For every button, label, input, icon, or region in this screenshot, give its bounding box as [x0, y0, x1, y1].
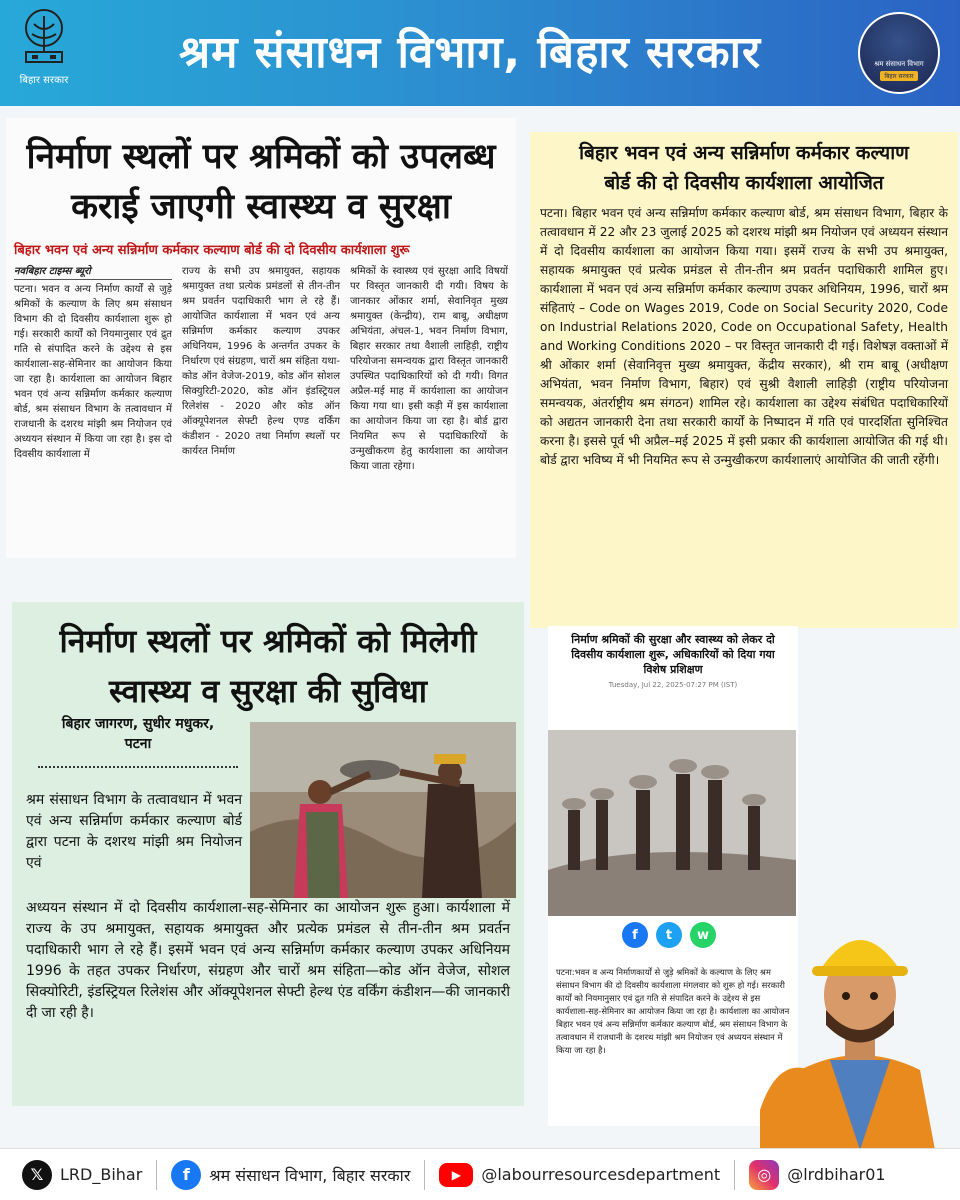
clipping1-column-1-text: पटना। भवन व अन्य निर्माण कार्यों से जुड़े श्रमिकों के कल्याण के लिए श्रम संसाधन विभाग की दो दिवसीय कार्यशाला शुरू हो गई। सरकारी कार्यों को नियमानुसार एवं द्रुत गति से संपादित करने के उद्देश्य से इस कार्यशाला-सह-सेमिनार का आयोजन किया जा रहा है। कार्यशाला का आयोजन बिहार भवन एवं अन्य सन्निर्माण कर्मकार कल्याण बोर्ड, श्रम संसाधन विभाग के तत्वावधान में राजधानी के दशरथ मांझी श्रम नियोजन एवं अध्ययन संस्थान में किया जा रहा है। इस दो दिवसीय कार्यशाला में — [14, 284, 172, 460]
footer-divider — [156, 1160, 157, 1190]
share-buttons — [622, 922, 716, 948]
clipping1-headline-line1: निर्माण स्थलों पर श्रमिकों को उपलब्ध — [26, 137, 496, 177]
clipping2-headline — [530, 132, 958, 198]
facebook-page-name: श्रम संसाधन विभाग, बिहार सरकार — [209, 1165, 411, 1185]
department-logo — [858, 12, 940, 94]
instagram-icon: ◎ — [749, 1160, 779, 1190]
clipping3-headline-line2: स्वास्थ्य व सुरक्षा की सुविधा — [108, 672, 428, 710]
clipping1-column-1 — [14, 264, 172, 474]
clipping1-column-3: श्रमिकों के स्वास्थ्य एवं सुरक्षा आदि विषयों पर विस्तृत जानकारी दी गयी। विषय के जानकार ओंकार शर्मा, सेवानिवृत मुख्य श्रमायुक्त (केन्द्रीय), राम बाबू, अधीक्षण अभियंता, अंचल-1, भवन निर्माण विभाग, बिहार सरकार तथा वैशाली लाहिड़ी, राष्ट्रीय परियोजना समन्वयक द्वारा विस्तृत जानकारी उपस्थित पदाधिकारियों को दी गयी। विगत अप्रैल-मई माह में कार्यशाला का आयोजन किया गया था। इसी कड़ी में इस कार्यशाला का आयोजन किया जा रहा है। बोर्ड द्वारा नियमित रूप से पदाधिकारियों के उन्मुखीकरण हेतु कार्यशाला का आयोजन किया जाता रहेगा। — [350, 266, 508, 472]
clipping1-headline — [6, 132, 516, 232]
x-logo-icon: 𝕏 — [22, 1160, 52, 1190]
clipping1-subheadline: बिहार भवन एवं अन्य सन्निर्माण कर्मकार कल्याण बोर्ड की दो दिवसीय कार्यशाला शुरू — [14, 243, 410, 258]
emblem-caption: बिहार सरकार — [19, 75, 69, 86]
facebook-share-button[interactable]: f — [622, 922, 648, 948]
clipping1-columns — [6, 258, 516, 474]
youtube-handle: @labourresourcesdepartment — [481, 1165, 721, 1184]
youtube-icon: ▶ — [439, 1163, 473, 1187]
department-logo-name: श्रम संसाधन विभाग — [874, 60, 924, 68]
bodhi-tree-icon — [18, 8, 70, 70]
footer-divider — [424, 1160, 425, 1190]
clipping3-byline-line2: पटना — [124, 736, 152, 752]
clipping1-column-2: राज्य के सभी उप श्रमायुक्त, सहायक श्रमायुक्त तथा प्रत्येक प्रमंडलों से तीन-तीन श्रम प्रवर्तन पदाधिकारी भाग ले रहे हैं। आयोजित कार्यशाला में भवन एवं अन्य सन्निर्माण कर्मकार कल्याण उपकर अधिनियम, 1996 के अन्तर्गत उपकर के निर्धारण एवं संग्रहण, चारों श्रम संहिता यथा-कोड ऑन वेजेज-2019, कोड ऑन सोशल सिक्युरिटी-2020, कोड ऑन इंडस्ट्रियल रिलेशंस - 2020 और कोड ऑन ऑक्यूपेशनल सेफ्टी हेल्थ एण्ड वर्किंग कंडीशन - 2020 तथा निर्माण स्थलों पर कार्यरत निर्माण — [182, 266, 340, 457]
footer-divider — [734, 1160, 735, 1190]
page-title: श्रम संसाधन विभाग, बिहार सरकार — [179, 27, 761, 78]
clipping1-headline-line2: कराई जाएगी स्वास्थ्य व सुरक्षा — [71, 187, 451, 227]
construction-worker-illustration — [760, 900, 960, 1150]
footer-facebook[interactable] — [171, 1160, 410, 1190]
news-clipping-press-release — [530, 132, 958, 628]
workers-carrying-sand-photo — [250, 722, 516, 898]
news-clipping-navbihar — [6, 118, 516, 558]
clipping3-headline — [12, 616, 524, 716]
footer-x[interactable] — [22, 1160, 142, 1190]
footer-youtube[interactable] — [439, 1163, 720, 1187]
clipping3-headline-line1: निर्माण स्थलों पर श्रमिकों को मिलेगी — [59, 622, 477, 660]
twitter-share-button[interactable]: t — [656, 922, 682, 948]
workers-carrying-baskets-photo — [548, 730, 796, 916]
footer-instagram[interactable] — [749, 1160, 885, 1190]
clipping3-paragraph-1: श्रम संसाधन विभाग के तत्वावधान में भवन एवं अन्य सन्निर्माण कर्मकार कल्याण बोर्ड द्वारा पटना के दशरथ मांझी श्रम नियोजन एवं — [26, 792, 242, 871]
clipping1-byline: नवबिहार टाइम्स ब्यूरो — [14, 264, 172, 280]
header-banner — [0, 0, 960, 106]
clipping2-headline-line1: बिहार भवन एवं अन्य सन्निर्माण कर्मकार कल्याण — [579, 142, 909, 164]
clipping3-byline-line1: बिहार जागरण, सुधीर मधुकर, — [61, 716, 215, 732]
department-logo-badge: बिहार सरकार — [880, 71, 917, 81]
social-footer — [0, 1148, 960, 1200]
instagram-handle: @lrdbihar01 — [787, 1165, 886, 1184]
web-article-body: पटना:भवन व अन्य निर्माणकार्यों से जुड़े श्रमिकों के कल्याण के लिए श्रम संसाधन विभाग की दो दिवसीय कार्यशाला मंगलवार को शुरू हो गई। सरकारी कार्यों को नियमानुसार एवं द्रुत गति से संपादित करने के उद्देश्य से इस कार्यशाला-सह-सेमिनार का आयोजन किया जा रहा है। कार्यशाला का आयोजन बिहार भवन एवं अन्य सन्निर्माण कर्मकार कल्याण बोर्ड, श्रम संसाधन विभाग के तत्वावधान में राजधानी के दशरथ मांझी श्रम नियोजन एवं अध्ययन संस्थान में किया जा रहा है। — [556, 967, 790, 1055]
web-article-headline: निर्माण श्रमिकों की सुरक्षा और स्वास्थ्य को लेकर दो दिवसीय कार्यशाला शुरू, अधिकारियों को दिया गया विशेष प्रशिक्षण — [571, 633, 775, 676]
clipping2-headline-line2: बोर्ड की दो दिवसीय कार्यशाला आयोजित — [604, 172, 884, 194]
clipping3-paragraph-2: अध्ययन संस्थान में दो दिवसीय कार्यशाला-सह-सेमिनार का आयोजन शुरू हुआ। कार्यशाला में राज्य के उप श्रमायुक्त, सहायक श्रमायुक्त और प्रत्येक प्रमंडल से तीन-तीन श्रम प्रवर्तन पदाधिकारी भाग ले रहे हैं। इसमें भवन एवं अन्य सन्निर्माण कर्मकार कल्याण उपकर अधिनियम 1996 के तहत उपकर निर्धारण, संग्रहण और चारों श्रम संहिता—कोड ऑन वेजेज, सोशल सिक्योरिटी, इंडस्ट्रियल रिलेशंस और ऑक्यूपेशनल सेफ्टी हेल्थ एंड वर्किंग कंडीशन—की जानकारी दी जा रही है। — [26, 900, 510, 1021]
web-article-date: Tuesday, Jul 22, 2025-07:27 PM (IST) — [608, 681, 738, 689]
news-clipping-bihar-jagran — [12, 602, 524, 1106]
bihar-govt-emblem — [12, 8, 76, 98]
facebook-icon: f — [171, 1160, 201, 1190]
x-handle: LRD_Bihar — [60, 1165, 143, 1184]
whatsapp-share-button[interactable]: w — [690, 922, 716, 948]
clipping3-byline — [38, 714, 238, 754]
dotted-divider — [38, 766, 238, 768]
clipping2-body: पटना। बिहार भवन एवं अन्य सन्निर्माण कर्मकार कल्याण बोर्ड, श्रम संसाधन विभाग, बिहार के तत्वावधान में 22 और 23 जुलाई 2025 को दशरथ मांझी श्रम नियोजन एवं अध्ययन संस्थान में दो दिवसीय कार्यशाला का आयोजन किया गया। इसमें राज्य के सभी उप श्रमायुक्त, सहायक श्रमायुक्त एवं प्रत्येक प्रमंडल से तीन-तीन श्रम प्रवर्तन पदाधिकारी शामिल हुए। कार्यशाला में भवन एवं अन्य सन्निर्माण कर्मकार कल्याण उपकर अधिनियम, 1996, चारों श्रम संहिताएं – Code on Wages 2019, Code on Social Security 2020, Code on Industrial Relations 2020, Code on Occupational Safety, Health and Working Conditions 2020 – पर विस्तृत जानकारी दी गई। विशेषज्ञ वक्ताओं में श्री ओंकार शर्मा (सेवानिवृत्त मुख्य श्रमायुक्त, केंद्रीय सरकार), श्री राम बाबू (अधीक्षण अभियंता, भवन निर्माण विभाग, बिहार) एवं सुश्री वैशाली लाहिड़ी (राष्ट्रीय परियोजना समन्वयक, अंतर्राष्ट्रीय श्रम संगठन) शामिल रहे। कार्यशाला का उद्देश्य संबंधित पदाधिकारियों को अद्यतन जानकारी देना तथा सरकारी कार्यों के निष्पादन में गति एवं पारदर्शिता सुनिश्चित करना है। इससे पूर्व भी अप्रैल–मई 2025 में इसी प्रकार की कार्यशाला आयोजित की गई थी। बोर्ड द्वारा भविष्य में भी नियमित रूप से उन्मुखीकरण कार्यशालाएं आयोजित की जाती रहेंगी। — [540, 206, 948, 467]
